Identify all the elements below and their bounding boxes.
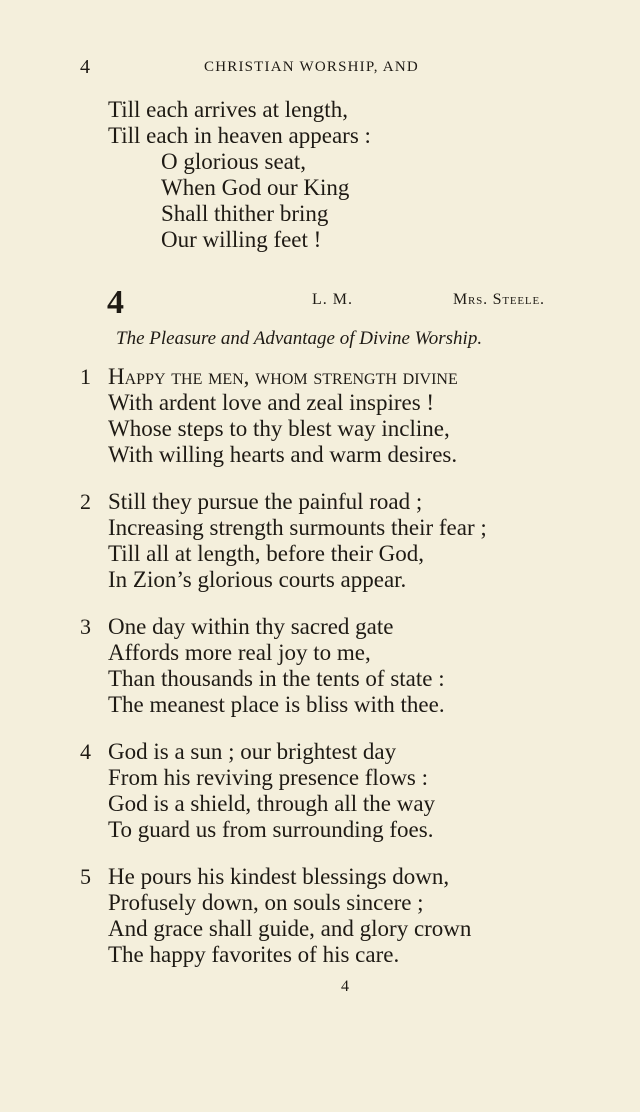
verse-line: God is a shield, through all the way: [108, 791, 436, 816]
verse-line: In Zion’s glorious courts appear.: [108, 567, 407, 592]
verse-line: Happy the men, whom strength divine: [108, 364, 458, 389]
verse-line: Profusely down, on souls sincere ;: [108, 890, 424, 915]
verse-line: With ardent love and zeal inspires !: [108, 390, 435, 415]
page-number: 4: [80, 56, 90, 78]
verse-line: And grace shall guide, and glory crown: [108, 916, 472, 941]
hymn-heading: [0, 286, 640, 320]
verse-line: He pours his kindest blessings down,: [108, 864, 450, 889]
running-title: CHRISTIAN WORSHIP, AND: [204, 59, 419, 75]
verse-line: Till all at length, before their God,: [108, 541, 424, 566]
running-head: [0, 56, 640, 82]
carryover-line: O glorious seat,: [161, 149, 307, 174]
carryover-line: Our willing feet !: [161, 227, 322, 252]
verse-line: Affords more real joy to me,: [108, 640, 371, 665]
verse-line: Than thousands in the tents of state :: [108, 666, 445, 691]
verse-line: From his reviving presence flows :: [108, 765, 429, 790]
hymn-author: Mrs. Steele.: [453, 291, 545, 308]
signature-mark: 4: [341, 978, 349, 995]
verse-line: God is a sun ; our brightest day: [108, 739, 397, 764]
carryover-line: When God our King: [161, 175, 350, 200]
verse-line: The happy favorites of his care.: [108, 942, 400, 967]
hymn-title: The Pleasure and Advantage of Divine Worship.: [116, 328, 483, 349]
carryover-line: Shall thither bring: [161, 201, 329, 226]
verse-line: To guard us from surrounding foes.: [108, 817, 434, 842]
verse-line: The meanest place is bliss with thee.: [108, 692, 445, 717]
verse-line: Increasing strength surmounts their fear ;: [108, 515, 487, 540]
verse-line: Still they pursue the painful road ;: [108, 489, 423, 514]
stanza-number: 4: [80, 739, 91, 764]
stanza-number: 1: [80, 364, 91, 389]
stanza-number: 3: [80, 614, 91, 639]
hymn-meter: L. M.: [312, 291, 353, 308]
carryover-line: Till each in heaven appears :: [108, 123, 371, 148]
verse-line: Whose steps to thy blest way incline,: [108, 416, 450, 441]
stanza-number: 2: [80, 489, 91, 514]
hymn-number: 4: [107, 284, 124, 321]
carryover-line: Till each arrives at length,: [108, 97, 348, 122]
verse-line: With willing hearts and warm desires.: [108, 442, 458, 467]
stanza-number: 5: [80, 864, 91, 889]
verse-line: One day within thy sacred gate: [108, 614, 394, 639]
